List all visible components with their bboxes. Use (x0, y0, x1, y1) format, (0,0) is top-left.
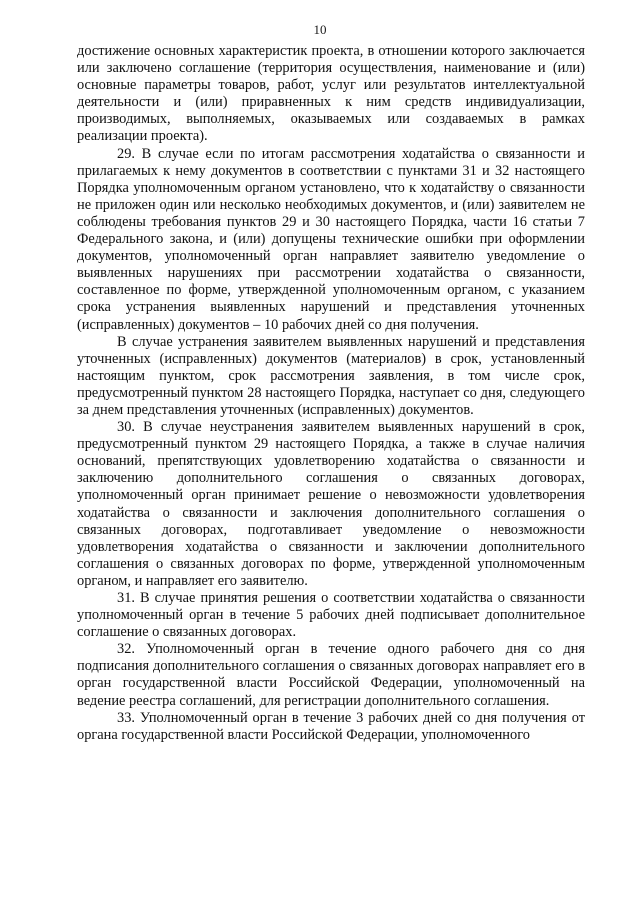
paragraph-item-31: 31. В случае принятия решения о соответствии ходатайства о связанности уполномоченный орган в течение 5 рабочих дней подписывает дополнительное соглашение о связанных договорах. (77, 590, 585, 641)
paragraph-item-29-correction: В случае устранения заявителем выявленных нарушений и представления уточненных (исправленных) документов (материалов) в срок, установленный настоящим пунктом, срок рассмотрения заявления, в том числе срок, предусмотренный пунктом 28 настоящего Порядка, наступает со дня, следующего за днем представления уточненных (исправленных) документов. (77, 333, 585, 418)
document-body (77, 43, 585, 744)
paragraph-item-32: 32. Уполномоченный орган в течение одного рабочего дня со дня подписания дополнительного соглашения о связанных договорах направляет его в орган государственной власти Российской Федерации, уполномоченный на ведение реестра соглашений, для регистрации дополнительного соглашения. (77, 641, 585, 709)
paragraph-item-33: 33. Уполномоченный орган в течение 3 рабочих дней со дня получения от органа государственной власти Российской Федерации, уполномоченного (77, 709, 585, 743)
paragraph-item-29: 29. В случае если по итогам рассмотрения ходатайства о связанности и прилагаемых к нему документов в соответствии с пунктами 31 и 32 настоящего Порядка уполномоченным органом установлено, что к ходатайству о связанности не приложен один или несколько необходимых документов, и (или) заявителем не соблюдены требования пунктов 29 и 30 настоящего Порядка, части 16 статьи 7 Федерального закона, и (или) допущены технические ошибки при оформлении документов, уполномоченный орган направляет заявителю уведомление о выявленных нарушениях при рассмотрении ходатайства о связанности, составленное по форме, утвержденной уполномоченным органом, с указанием срока устранения выявленных нарушений и представления уточненных (исправленных) документов – 10 рабочих дней со дня получения. (77, 145, 585, 333)
paragraph-continuation: достижение основных характеристик проекта, в отношении которого заключается или заключено соглашение (территория осуществления, наименование и (или) основные параметры товаров, работ, услуг или результатов интеллектуальной деятельности и (или) приравненных к ним средств индивидуализации, производимых, выполняемых, оказываемых или создаваемых в рамках реализации проекта). (77, 43, 585, 145)
paragraph-item-30: 30. В случае неустранения заявителем выявленных нарушений в срок, предусмотренный пунктом 29 настоящего Порядка, а также в случае наличия оснований, препятствующих удовлетворению ходатайства о связанности и заключению дополнительного соглашения о связанных договорах, уполномоченный орган принимает решение о невозможности удовлетворения ходатайства о связанности и заключения дополнительного соглашения о связанных договорах, подготавливает уведомление о невозможности удовлетворения ходатайства о связанности и заключении дополнительного соглашения о связанных договорах по форме, утвержденной уполномоченным органом, и направляет его заявителю. (77, 419, 585, 589)
page-number: 10 (313, 22, 327, 37)
